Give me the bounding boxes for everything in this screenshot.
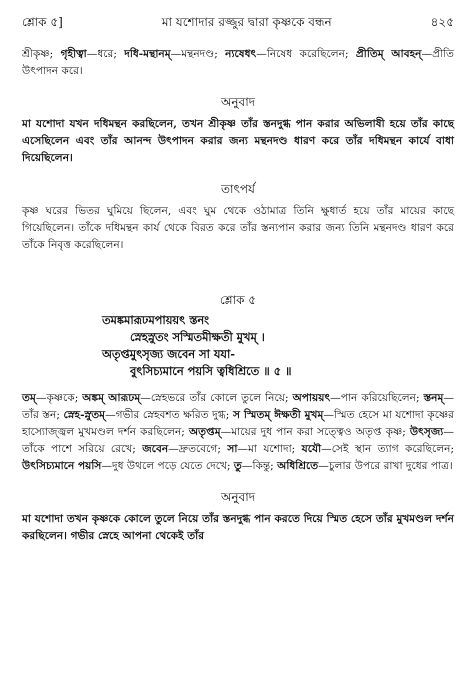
book-page (22, 14, 454, 553)
synonym-definition: —মন্থনদণ্ড; (170, 48, 218, 60)
synonym-term: ন্যষেধৎ (225, 48, 257, 60)
synonym-term: জবেন (142, 443, 169, 455)
translation-text: মা যশোদা যখন দধিমন্থন করছিলেন, তখন শ্রীকৃষ্ণ তাঁর স্তনদুগ্ধ পান করার অভিলাষী হয়ে তাঁর কাছে এসেছিলেন এবং তাঁর আনন্দ উৎপাদন করার জন্য মন্থনদণ্ড ধারণ করে তাঁর দধিমন্থন কার্যে বাধা দিয়েছিলেন। (22, 118, 454, 164)
synonym-term: স্তনম্ (423, 392, 444, 404)
synonym-term: অঙ্কম্ আরূঢম্ (82, 392, 141, 404)
synonym-term: অপায়য়ৎ (292, 392, 331, 404)
synonym-definition: —চুলার উপরে রাখা দুধের পাত্র। (318, 460, 453, 472)
page-number: ৪২৫ (430, 15, 454, 29)
synonym-term: গৃহীত্বা (60, 48, 87, 60)
synonym-term: অধিশ্রিতে (277, 460, 319, 472)
synonym-definition: —সেই স্থান ত্যাগ করেছিলেন; (321, 443, 455, 455)
synonym-definition: —মা যশোদা; (237, 443, 296, 455)
synonym-term: দধি-মন্থানম্ (124, 48, 171, 60)
synonym-definition: —পান করিয়েছিলেন; (330, 392, 420, 404)
verse-line: অতৃপ্তমুৎসৃজ্য জবেন সা যযা- (102, 347, 235, 361)
purport-heading: তাৎপর্য (221, 182, 255, 196)
synonym-definition: —নিষেধ করেছিলেন; (256, 48, 349, 60)
synonym-term: স্নেহ-স্নুতম্ (63, 409, 106, 421)
purport-text: কৃষ্ণ ঘরের ভিতর ঘুমিয়ে ছিলেন, এবং ঘুম থেকে ওঠামাত্র তিনি ক্ষুধার্ত হয়ে তাঁর মায়ের কাছে গিয়েছিলেন। তাঁকে দধিমন্থন কার্য থেকে বিরত করে তাঁর স্তন্যপান করার জন্য তিনি মন্থনদণ্ড ধারণ করে তাঁকে নিবৃত্ত করেছিলেন। (22, 205, 454, 251)
synonym-term: প্রীতিম্ আবহন্ (355, 48, 422, 60)
synonym-definition: —দ্রুতবেগে; (168, 443, 221, 455)
translation-heading: অনুবাদ (220, 95, 256, 109)
header-chapter-title: মা যশোদার রজ্জুর দ্বারা কৃষ্ণকে বন্ধন (161, 15, 332, 29)
synonym-definition: —স্মিত হেসে মা যশোদা কৃষ্ণের হাস্যোজ্জ্বল মুখমণ্ডল দর্শন করছিলেন; (22, 409, 454, 438)
synonym-definition: —ধরে; (86, 48, 117, 60)
synonym-definition: —প্রীতি উৎপাদন করে। (22, 48, 454, 77)
synonym-definition: —তাঁর স্তন; (22, 392, 454, 421)
synonym-term: উৎসৃজ্য (409, 426, 444, 438)
translation-heading-2: অনুবাদ (220, 490, 256, 504)
synonym-definition: —দুধ উথলে পড়ে যেতে দেখে; (101, 460, 231, 472)
verse-heading: শ্লোক ৫ (219, 293, 257, 307)
synonym-term: স স্মিতম্ ঈক্ষতী মুখম্ (232, 409, 324, 421)
synonym-definition: —স্নেহভরে তাঁর কোলে তুলে নিয়ে; (140, 392, 289, 404)
verse-line: তমঙ্কমারূঢমপায়য়ৎ স্তনং (102, 313, 210, 327)
synonym-term: অতৃপ্তম্ (188, 426, 221, 438)
synonym-term: তম্ (22, 392, 36, 404)
synonym-term: যযৌ (301, 443, 322, 455)
verse-block (22, 312, 454, 380)
verse-line: বুৎসিচ্যমানে পয়সি ত্বধিশ্রিতে ॥ ৫ ॥ (130, 364, 292, 378)
synonym-definition: —কৃষ্ণকে; (35, 392, 79, 404)
synonym-term: তু (233, 460, 242, 472)
synonym-term: উৎসিচ্যমানে পয়সি (22, 460, 102, 472)
header-verse-ref: শ্লোক ৫] (22, 15, 63, 29)
page-header (22, 14, 454, 30)
synonym-definition: —গভীর স্নেহবশত ক্ষরিত দুগ্ধ; (105, 409, 230, 421)
verse-line: স্নেহস্নুতং সস্মিতমীক্ষতী মুখম্ । (130, 330, 265, 344)
synonyms-verse (22, 390, 454, 475)
translation-text-2: মা যশোদা তখন কৃষ্ণকে কোলে তুলে নিয়ে তাঁর স্তনদুগ্ধ পান করতে দিয়ে স্মিত হেসে তাঁর মুখমণ্ডল দর্শন করছিলেন। গভীর স্নেহে আপনা থেকেই তাঁর (22, 513, 454, 542)
synonym-definition: শ্রীকৃষ্ণ; (22, 48, 54, 60)
synonym-term: সা (227, 443, 238, 455)
synonyms-top (22, 46, 454, 80)
synonym-definition: —মায়ের দুধ পান করা সত্ত্বেও অতৃপ্ত কৃষ্ণ; (220, 426, 406, 438)
synonym-definition: —কিন্তু; (241, 460, 274, 472)
synonym-definition: —তাঁকে পাশে সরিয়ে রেখে; (22, 426, 454, 455)
